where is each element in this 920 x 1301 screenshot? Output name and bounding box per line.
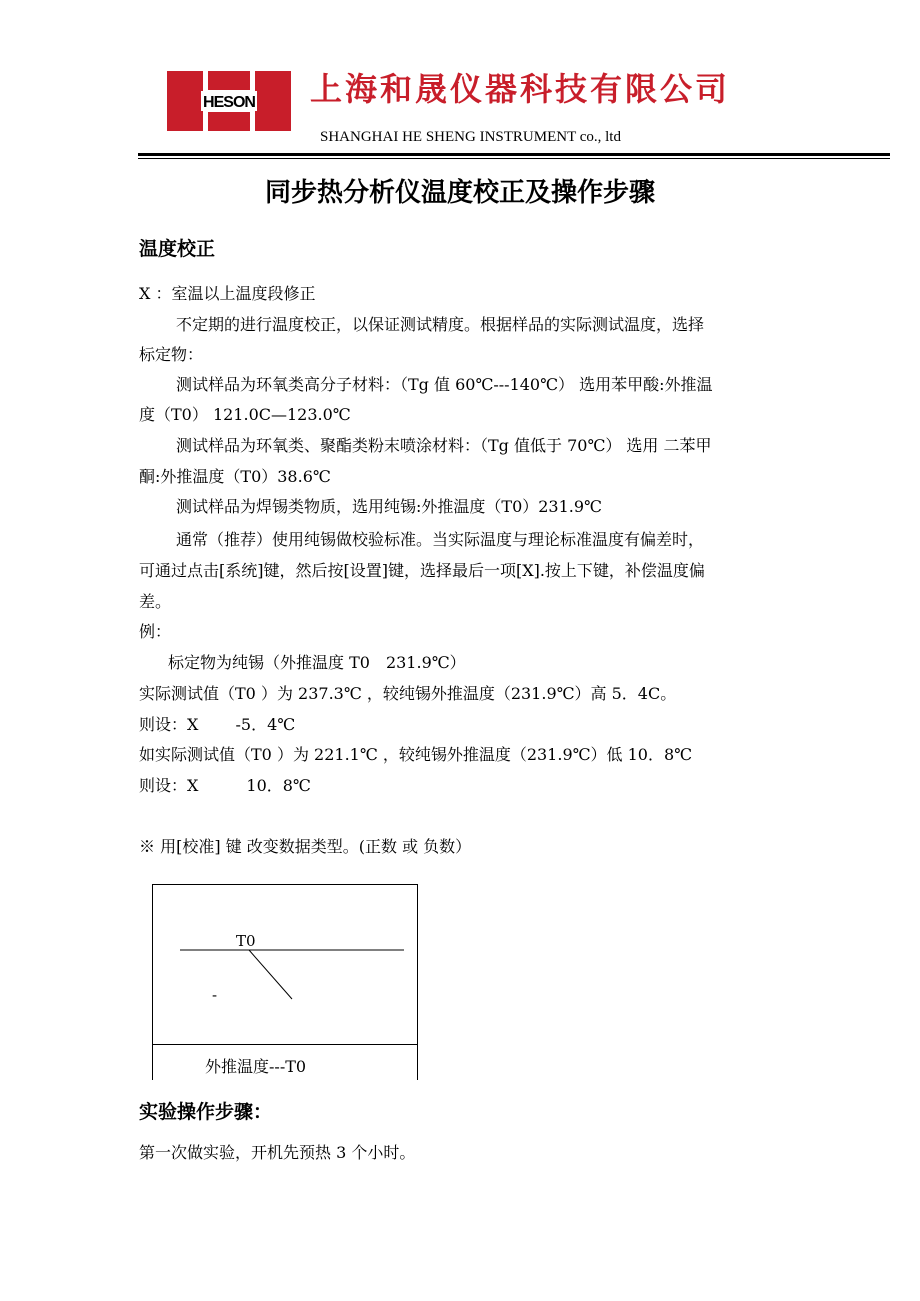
figure-dash-mark: - — [212, 986, 218, 1004]
extrapolated-temperature-diagram — [152, 884, 418, 1080]
paragraph-line: 实际测试值（T0 ）为 237.3℃ ，较纯锡外推温度（231.9℃）高 5．4C。 — [139, 684, 677, 703]
paragraph-line: 第一次做实验，开机先预热 3 个小时。 — [139, 1143, 416, 1162]
paragraph-line: 测试样品为焊锡类物质，选用纯锡:外推温度（T0）231.9℃ — [176, 497, 602, 516]
figure-t0-label: T0 — [236, 932, 256, 950]
paragraph-line: X ：室温以上温度段修正 — [139, 284, 316, 303]
paragraph-line: 酮:外推温度（T0）38.6℃ — [139, 467, 331, 486]
section-heading-temperature-calibration: 温度校正 — [139, 238, 216, 260]
paragraph-line: 例： — [139, 622, 172, 641]
paragraph-line: 如实际测试值（T0 ）为 221.1℃ ，较纯锡外推温度（231.9℃）低 10．8℃ — [139, 745, 693, 764]
figure-caption: 外推温度---T0 — [205, 1057, 307, 1076]
paragraph-line: 则设：X -5．4℃ — [139, 715, 296, 734]
logo-text: HESON — [203, 94, 255, 111]
paragraph-line: 标定物为纯锡（外推温度 T0 231.9℃） — [168, 653, 466, 672]
onset-slope-line — [249, 950, 292, 999]
company-name-cn: 上海和晟仪器科技有限公司 — [310, 70, 731, 108]
calibration-key-note: ※ 用[校准] 键 改变数据类型。(正数 或 负数） — [139, 837, 472, 856]
paragraph-line: 不定期的进行温度校正，以保证测试精度。根据样品的实际测试温度，选择 — [176, 315, 705, 334]
paragraph-line: 则设：X 10．8℃ — [139, 776, 311, 795]
paragraph-line: 差。 — [139, 592, 172, 611]
header-rule-thick — [138, 153, 890, 156]
paragraph-line: 标定物： — [139, 345, 204, 364]
document-title: 同步热分析仪温度校正及操作步骤 — [264, 178, 655, 208]
paragraph-line: 测试样品为环氧类高分子材料：（Tg 值 60℃---140℃） 选用苯甲酸:外推温 — [176, 375, 713, 394]
heson-logo — [167, 71, 291, 131]
company-name-en: SHANGHAI HE SHENG INSTRUMENT co., ltd — [320, 129, 621, 145]
paragraph-line: 通常（推荐）使用纯锡做校验标准。当实际温度与理论标准温度有偏差时， — [176, 530, 705, 549]
header-rule-thin — [138, 158, 890, 159]
section-heading-operation-steps: 实验操作步骤： — [139, 1101, 273, 1123]
paragraph-line: 可通过点击[系统]键，然后按[设置]键，选择最后一项[X].按上下键，补偿温度偏 — [139, 561, 705, 580]
paragraph-line: 度（T0） 121.0C—123.0℃ — [139, 405, 351, 424]
paragraph-line: 测试样品为环氧类、聚酯类粉末喷涂材料：（Tg 值低于 70℃） 选用 二苯甲 — [176, 436, 712, 455]
